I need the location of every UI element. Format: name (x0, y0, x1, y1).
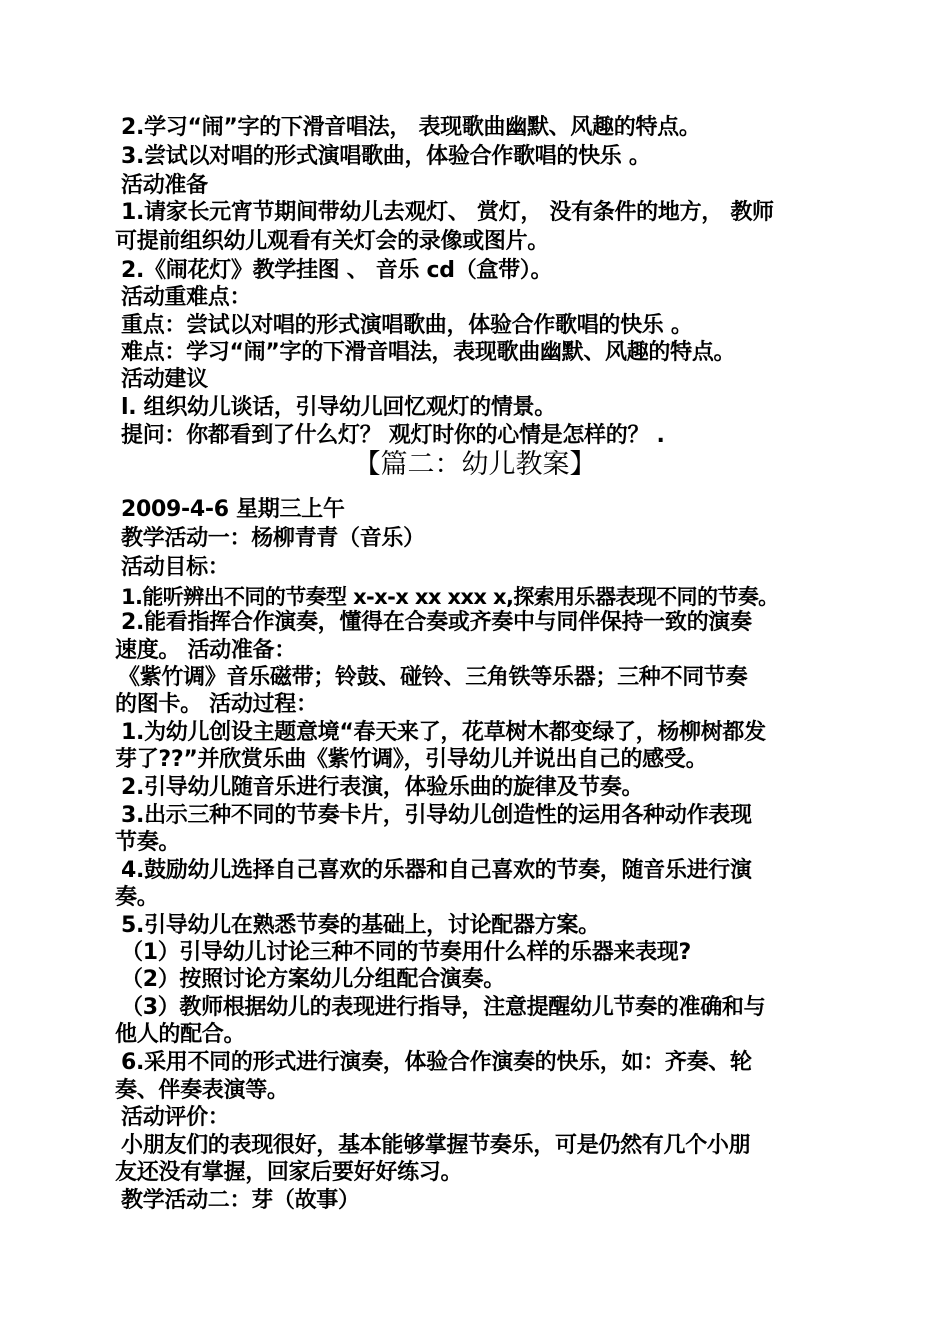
text-line: 5.引导幼儿在熟悉节奏的基础上，讨论配器方案。 (121, 913, 600, 938)
section-label: 活动评价： (121, 1105, 230, 1130)
section-label: 活动准备 (121, 173, 208, 198)
text-line: 1.请家长元宵节期间带幼儿去观灯、 赏灯， 没有条件的地方， 教师 (121, 200, 774, 225)
text-line: 提问：你都看到了什么灯？ 观灯时你的心情是怎样的？ . (121, 423, 665, 448)
activity-title: 教学活动二：芽（故事） (121, 1188, 360, 1213)
text-line: 2.学习“闹”字的下滑音唱法， 表现歌曲幽默、风趣的特点。 (121, 115, 701, 140)
text-line: 他人的配合。 (115, 1022, 246, 1047)
text-line: 3.尝试以对唱的形式演唱歌曲，体验合作歌唱的快乐 。 (121, 144, 651, 169)
activity-title: 教学活动一：杨柳青青（音乐） (121, 526, 425, 551)
text-line: 小朋友们的表现很好，基本能够掌握节奏乐，可是仍然有几个小朋 (121, 1133, 751, 1158)
section-heading: 【篇二：幼儿教案】 (353, 449, 597, 480)
text-line: （2）按照讨论方案幼儿分组配合演奏。 (121, 967, 505, 992)
text-line: 奏、伴奏表演等。 (115, 1078, 289, 1103)
section-label: 活动建议 (121, 367, 208, 392)
text-line: 奏。 (115, 885, 159, 910)
text-line: 速度。 活动准备： (115, 638, 296, 663)
text-line: 2.能看指挥合作演奏，懂得在合奏或齐奏中与同伴保持一致的演奏 (121, 610, 752, 635)
text-line: 的图卡。 活动过程： (115, 692, 318, 717)
text-line: l. 组织幼儿谈话，引导幼儿回忆观灯的情景。 (121, 395, 556, 420)
text-line: 6.采用不同的形式进行演奏，体验合作演奏的快乐，如：齐奏、轮 (121, 1050, 752, 1075)
text-line: （1）引导幼儿讨论三种不同的节奏用什么样的乐器来表现? (121, 940, 691, 965)
text-line: 友还没有掌握，回家后要好好练习。 (115, 1160, 463, 1185)
text-line: 重点：尝试以对唱的形式演唱歌曲，体验合作歌唱的快乐 。 (121, 313, 693, 338)
text-line: 《紫竹调》音乐磁带；铃鼓、碰铃、三角铁等乐器；三种不同节奏 (118, 665, 748, 690)
date-line: 2009-4-6 星期三上午 (121, 497, 345, 522)
text-line: 难点：学习“闹”字的下滑音唱法，表现歌曲幽默、风趣的特点。 (121, 340, 736, 365)
section-label: 活动目标： (121, 555, 230, 580)
text-line: 3.出示三种不同的节奏卡片，引导幼儿创造性的运用各种动作表现 (121, 803, 752, 828)
text-line: 1.能听辨出不同的节奏型 x-x-x xx xxx x,探索用乐器表现不同的节奏。 (121, 585, 779, 609)
text-line: 节奏。 (115, 830, 181, 855)
text-line: 可提前组织幼儿观看有关灯会的录像或图片。 (115, 229, 550, 254)
text-line: 1.为幼儿创设主题意境“春天来了，花草树木都变绿了，杨柳树都发 (121, 720, 766, 745)
text-line: 2.《闹花灯》教学挂图 、 音乐 cd（盒带）。 (121, 258, 553, 283)
text-line: （3）教师根据幼儿的表现进行指导，注意提醒幼儿节奏的准确和与 (121, 995, 766, 1020)
text-line: 4.鼓励幼儿选择自己喜欢的乐器和自己喜欢的节奏，随音乐进行演 (121, 858, 752, 883)
text-line: 2.引导幼儿随音乐进行表演，体验乐曲的旋律及节奏。 (121, 775, 644, 800)
text-line: 芽了??”并欣赏乐曲《紫竹调》，引导幼儿并说出自己的感受。 (115, 747, 708, 772)
section-label: 活动重难点： (121, 285, 252, 310)
